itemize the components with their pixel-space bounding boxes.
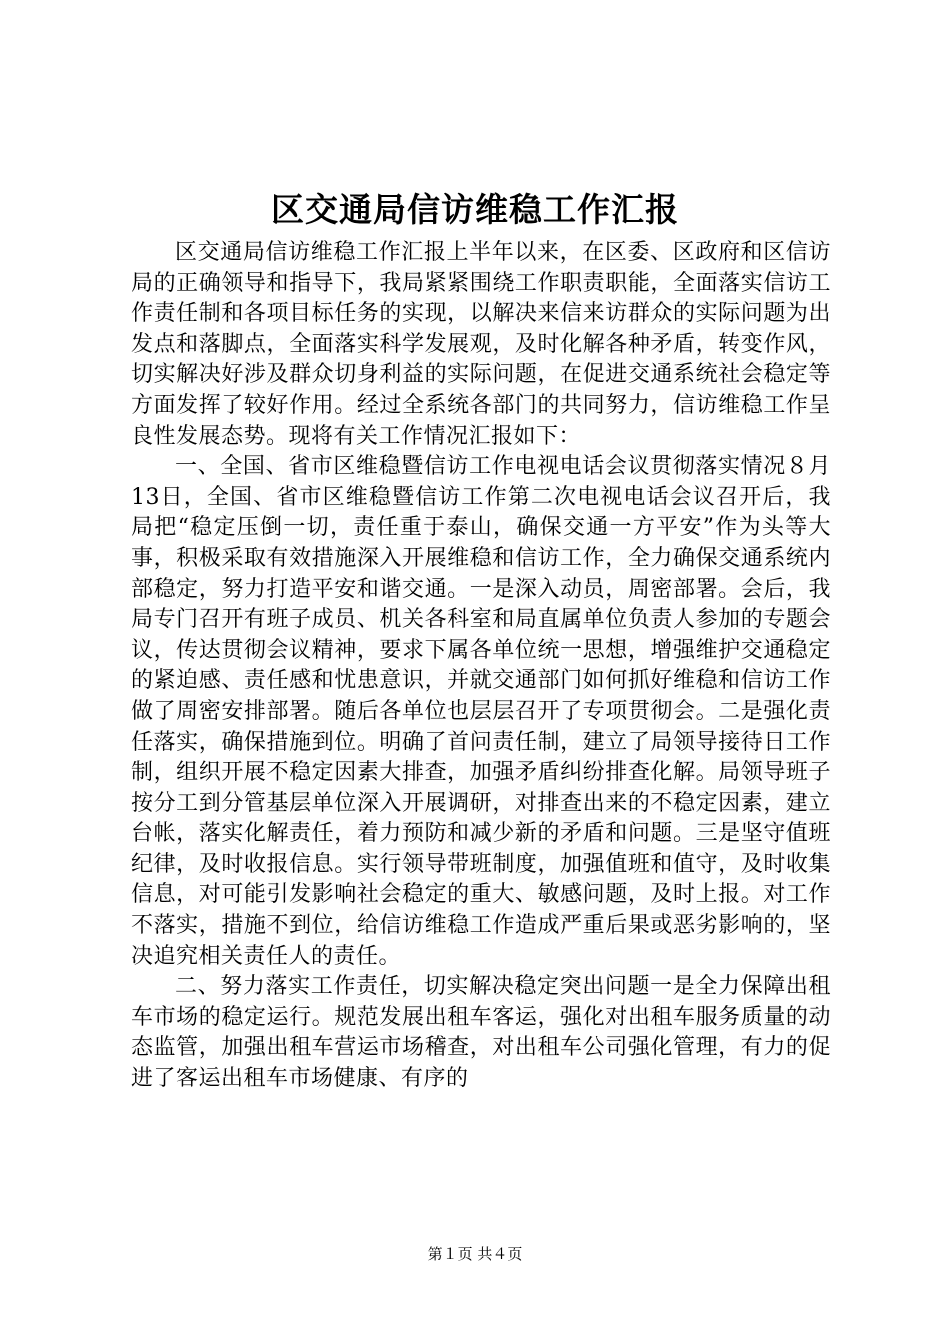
paragraph-section-1: 一、全国、省市区维稳暨信访工作电视电话会议贯彻落实情况８月13日，全国、省市区维稳暨信访工作第二次电视电话会议召开后，我局把“稳定压倒一切，责任重于泰山，确保交通一方平安”作为头等大事，积极采取有效措施深入开展维稳和信访工作，全力确保交通系统内部稳定，努力打造平安和谐交通。一是深入动员，周密部署。会后，我局专门召开有班子成员、机关各科室和局直属单位负责人参加的专题会议，传达贯彻会议精神，要求下属各单位统一思想，增强维护交通稳定的紧迫感、责任感和忧患意识，并就交通部门如何抓好维稳和信访工作做了周密安排部署。随后各单位也层层召开了专项贯彻会。二是强化责任落实，确保措施到位。明确了首问责任制，建立了局领导接待日工作制，组织开展不稳定因素大排查，加强矛盾纠纷排查化解。局领导班子按分工到分管基层单位深入开展调研，对排查出来的不稳定因素，建立台帐，落实化解责任，着力预防和减少新的矛盾和问题。三是坚守值班纪律，及时收报信息。实行领导带班制度，加强值班和值守，及时收集信息，对可能引发影响社会稳定的重大、敏感问题，及时上报。对工作不落实，措施不到位，给信访维稳工作造成严重后果或恶劣影响的，坚决追究相关责任人的责任。 [131,454,831,969]
paragraph-section-2: 二、努力落实工作责任，切实解决稳定突出问题一是全力保障出租车市场的稳定运行。规范发展出租车客运，强化对出租车服务质量的动态监管，加强出租车营运市场稽查，对出租车公司强化管理，有力的促进了客运出租车市场健康、有序的 [131,974,831,1092]
document-body [131,238,831,1095]
paragraph-intro: 区交通局信访维稳工作汇报上半年以来，在区委、区政府和区信访局的正确领导和指导下，我局紧紧围绕工作职责职能，全面落实信访工作责任制和各项目标任务的实现，以解决来信来访群众的实际问题为出发点和落脚点，全面落实科学发展观，及时化解各种矛盾，转变作风，切实解决好涉及群众切身利益的实际问题，在促进交通系统社会稳定等方面发挥了较好作用。经过全系统各部门的共同努力，信访维稳工作呈良性发展态势。现将有关工作情况汇报如下： [131,240,831,449]
page-number-footer: 第１页 共４页 [427,1245,523,1263]
document-title: 区交通局信访维稳工作汇报 [271,190,679,229]
